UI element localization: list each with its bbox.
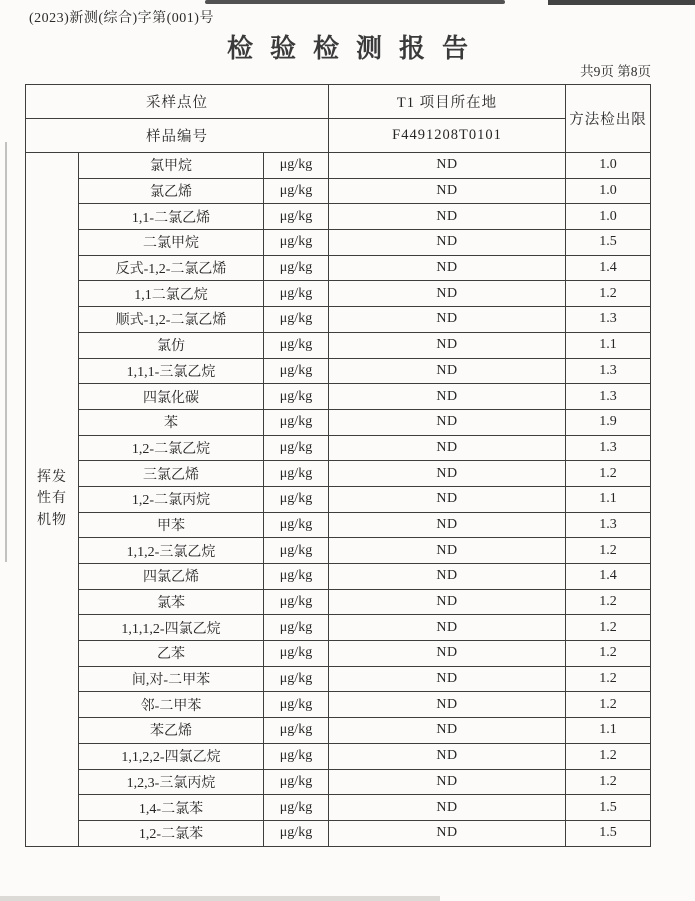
table-row [26, 666, 651, 692]
result-value: ND [329, 230, 566, 256]
compound-name: 1,1-二氯乙烯 [79, 204, 264, 230]
unit-value: μg/kg [264, 486, 329, 512]
table-row [26, 615, 651, 641]
unit-value: μg/kg [264, 718, 329, 744]
detection-limit: 1.3 [566, 307, 651, 333]
table-row [26, 204, 651, 230]
detection-limit: 1.2 [566, 281, 651, 307]
table-row [26, 255, 651, 281]
scan-artifact-top-right [548, 0, 695, 5]
unit-value: μg/kg [264, 820, 329, 846]
detection-limit: 1.2 [566, 589, 651, 615]
unit-value: μg/kg [264, 512, 329, 538]
result-value: ND [329, 641, 566, 667]
compound-name: 氯苯 [79, 589, 264, 615]
category-label-voc: 挥发性有机物 [26, 153, 79, 847]
unit-value: μg/kg [264, 743, 329, 769]
result-value: ND [329, 332, 566, 358]
scan-artifact-top-left [205, 0, 505, 4]
sampling-point-value: T1 项目所在地 [329, 85, 566, 119]
results-table-body [26, 85, 651, 847]
unit-value: μg/kg [264, 332, 329, 358]
table-row [26, 564, 651, 590]
table-row [26, 512, 651, 538]
detection-limit: 1.1 [566, 486, 651, 512]
unit-value: μg/kg [264, 435, 329, 461]
table-row [26, 409, 651, 435]
result-value: ND [329, 589, 566, 615]
page-info: 共9页 第8页 [580, 64, 651, 79]
scan-artifact-left-edge [5, 142, 7, 562]
table-row [26, 384, 651, 410]
unit-value: μg/kg [264, 358, 329, 384]
result-value: ND [329, 461, 566, 487]
compound-name: 邻-二甲苯 [79, 692, 264, 718]
detection-limit: 1.2 [566, 692, 651, 718]
detection-limit: 1.0 [566, 153, 651, 179]
detection-limit: 1.5 [566, 820, 651, 846]
compound-name: 1,4-二氯苯 [79, 795, 264, 821]
unit-value: μg/kg [264, 461, 329, 487]
compound-name: 甲苯 [79, 512, 264, 538]
compound-name: 氯乙烯 [79, 178, 264, 204]
table-row [26, 641, 651, 667]
result-value: ND [329, 795, 566, 821]
detection-limit: 1.0 [566, 204, 651, 230]
sample-id-value: F4491208T0101 [329, 119, 566, 153]
table-row [26, 153, 651, 179]
result-value: ND [329, 769, 566, 795]
detection-limit: 1.9 [566, 409, 651, 435]
detection-limit: 1.2 [566, 641, 651, 667]
table-row [26, 230, 651, 256]
table-row [26, 589, 651, 615]
result-value: ND [329, 358, 566, 384]
compound-name: 1,1二氯乙烷 [79, 281, 264, 307]
detection-limit: 1.1 [566, 718, 651, 744]
compound-name: 间,对-二甲苯 [79, 666, 264, 692]
compound-name: 四氯乙烯 [79, 564, 264, 590]
table-row [26, 486, 651, 512]
unit-value: μg/kg [264, 384, 329, 410]
result-value: ND [329, 820, 566, 846]
result-value: ND [329, 692, 566, 718]
table-row [26, 332, 651, 358]
detection-limit: 1.4 [566, 564, 651, 590]
unit-value: μg/kg [264, 307, 329, 333]
result-value: ND [329, 204, 566, 230]
detection-limit: 1.2 [566, 769, 651, 795]
table-row [26, 820, 651, 846]
result-value: ND [329, 666, 566, 692]
compound-name: 1,2,3-三氯丙烷 [79, 769, 264, 795]
table-row [26, 281, 651, 307]
results-table [25, 84, 651, 847]
detection-limit: 1.1 [566, 332, 651, 358]
result-value: ND [329, 435, 566, 461]
unit-value: μg/kg [264, 795, 329, 821]
result-value: ND [329, 512, 566, 538]
table-row [26, 743, 651, 769]
detection-limit: 1.3 [566, 358, 651, 384]
table-row [26, 718, 651, 744]
unit-value: μg/kg [264, 409, 329, 435]
unit-value: μg/kg [264, 538, 329, 564]
table-row [26, 461, 651, 487]
compound-name: 顺式-1,2-二氯乙烯 [79, 307, 264, 333]
table-row [26, 692, 651, 718]
detection-limit-header: 方法检出限 [566, 85, 651, 153]
result-value: ND [329, 615, 566, 641]
result-value: ND [329, 178, 566, 204]
compound-name: 四氯化碳 [79, 384, 264, 410]
result-value: ND [329, 538, 566, 564]
compound-name: 1,2-二氯乙烷 [79, 435, 264, 461]
detection-limit: 1.3 [566, 384, 651, 410]
result-value: ND [329, 409, 566, 435]
detection-limit: 1.5 [566, 795, 651, 821]
sampling-point-label: 采样点位 [26, 85, 329, 119]
unit-value: μg/kg [264, 204, 329, 230]
unit-value: μg/kg [264, 178, 329, 204]
compound-name: 三氯乙烯 [79, 461, 264, 487]
page-title: 检验检测报告 [226, 33, 485, 63]
sample-id-label: 样品编号 [26, 119, 329, 153]
unit-value: μg/kg [264, 692, 329, 718]
unit-value: μg/kg [264, 589, 329, 615]
detection-limit: 1.2 [566, 743, 651, 769]
result-value: ND [329, 718, 566, 744]
table-row [26, 795, 651, 821]
compound-name: 乙苯 [79, 641, 264, 667]
unit-value: μg/kg [264, 230, 329, 256]
unit-value: μg/kg [264, 769, 329, 795]
compound-name: 反式-1,2-二氯乙烯 [79, 255, 264, 281]
compound-name: 1,2-二氯丙烷 [79, 486, 264, 512]
result-value: ND [329, 307, 566, 333]
result-value: ND [329, 384, 566, 410]
compound-name: 1,1,2-三氯乙烷 [79, 538, 264, 564]
result-value: ND [329, 564, 566, 590]
detection-limit: 1.2 [566, 538, 651, 564]
scan-artifact-bottom-edge [0, 896, 440, 901]
detection-limit: 1.5 [566, 230, 651, 256]
result-value: ND [329, 255, 566, 281]
compound-name: 1,1,1-三氯乙烷 [79, 358, 264, 384]
detection-limit: 1.3 [566, 435, 651, 461]
compound-name: 二氯甲烷 [79, 230, 264, 256]
header-row-sample-id [26, 119, 651, 153]
detection-limit: 1.3 [566, 512, 651, 538]
result-value: ND [329, 153, 566, 179]
table-row [26, 178, 651, 204]
detection-limit: 1.2 [566, 666, 651, 692]
table-row [26, 769, 651, 795]
unit-value: μg/kg [264, 615, 329, 641]
unit-value: μg/kg [264, 255, 329, 281]
detection-limit: 1.2 [566, 615, 651, 641]
result-value: ND [329, 743, 566, 769]
compound-name: 苯 [79, 409, 264, 435]
unit-value: μg/kg [264, 666, 329, 692]
result-value: ND [329, 486, 566, 512]
detection-limit: 1.4 [566, 255, 651, 281]
detection-limit: 1.0 [566, 178, 651, 204]
header-row-sampling-point [26, 85, 651, 119]
table-row [26, 435, 651, 461]
compound-name: 氯仿 [79, 332, 264, 358]
compound-name: 1,2-二氯苯 [79, 820, 264, 846]
compound-name: 苯乙烯 [79, 718, 264, 744]
document-number: (2023)新测(综合)字第(001)号 [29, 11, 214, 26]
unit-value: μg/kg [264, 564, 329, 590]
unit-value: μg/kg [264, 281, 329, 307]
table-row [26, 538, 651, 564]
compound-name: 1,1,2,2-四氯乙烷 [79, 743, 264, 769]
result-value: ND [329, 281, 566, 307]
compound-name: 氯甲烷 [79, 153, 264, 179]
table-row [26, 358, 651, 384]
unit-value: μg/kg [264, 153, 329, 179]
unit-value: μg/kg [264, 641, 329, 667]
compound-name: 1,1,1,2-四氯乙烷 [79, 615, 264, 641]
table-row [26, 307, 651, 333]
detection-limit: 1.2 [566, 461, 651, 487]
